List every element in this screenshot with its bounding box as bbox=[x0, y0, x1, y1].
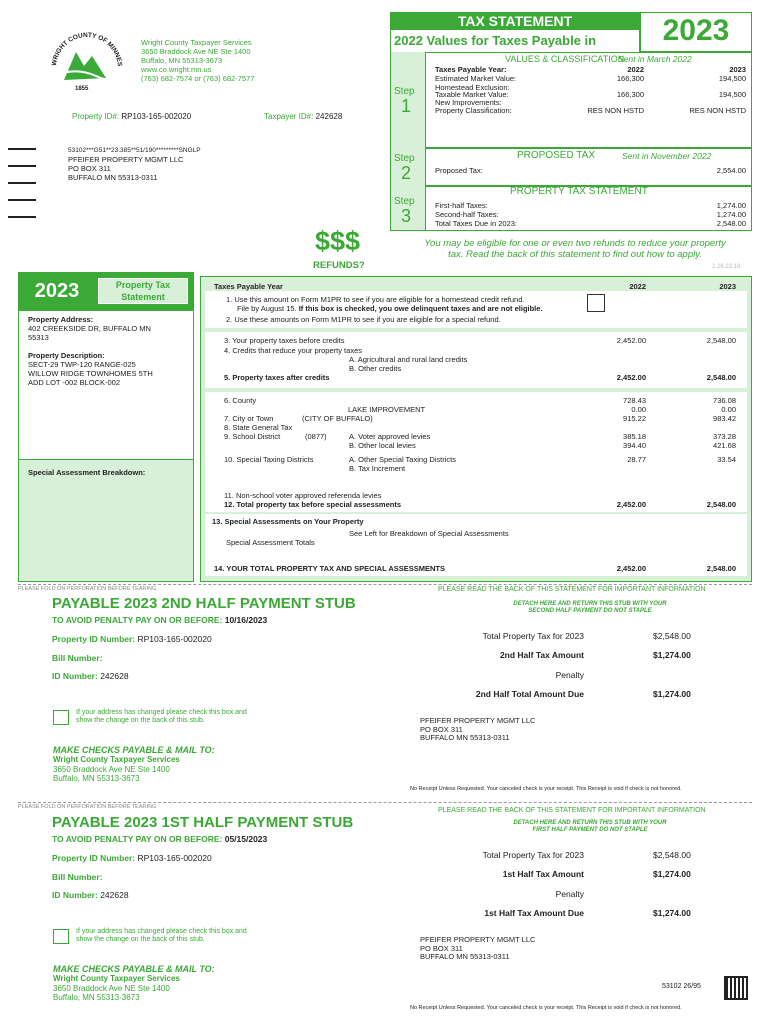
stub-owner-address bbox=[420, 936, 535, 962]
line3-2022: 2,452.00 bbox=[616, 336, 646, 345]
receipt-note: No Receipt Unless Requested. Your canceled check is your receipt. This Receipt is void if check is not honored. bbox=[410, 1005, 682, 1011]
address-change-line2: show the change on the back of this stub. bbox=[76, 936, 205, 943]
lake-improvement-label: LAKE IMPROVEMENT bbox=[348, 405, 426, 414]
taxpayer-id-label: Taxpayer ID#: bbox=[264, 112, 314, 121]
please-read-note: PLEASE READ THE BACK OF THIS STATEMENT FOR IMPORTANT INFORMATION bbox=[438, 807, 706, 814]
line7-label: 7. City or Town bbox=[224, 414, 274, 423]
stub-owner-city: BUFFALO MN 55313-0311 bbox=[420, 733, 510, 742]
refunds-dollars: $$$ bbox=[315, 226, 361, 256]
line14-2023: 2,548.00 bbox=[706, 564, 736, 573]
line10a-label: A. Other Special Taxing Districts bbox=[349, 455, 456, 464]
owner-mailcode: 53102***G51**23.385**51/190*********SNGLP bbox=[68, 147, 201, 154]
perforation-line bbox=[18, 584, 752, 585]
line1-file-by: File by August 15. bbox=[237, 304, 297, 313]
stub-detach2: FIRST HALF PAYMENT DO NOT STAPLE bbox=[532, 827, 648, 833]
line9-label: 9. School District bbox=[224, 432, 281, 441]
mail-mark bbox=[8, 182, 36, 184]
step1-row-2022: 2022 bbox=[627, 65, 644, 74]
stub-detach bbox=[470, 601, 710, 615]
stub-penalty-label: Penalty bbox=[555, 889, 584, 899]
line5-2022: 2,452.00 bbox=[616, 373, 646, 382]
step3-row-label: Total Taxes Due in 2023: bbox=[435, 219, 517, 228]
proposed-tax-value: 2,554.00 bbox=[716, 166, 746, 175]
special-assessment-label: Special Assessment Breakdown: bbox=[28, 468, 146, 477]
line12-2022: 2,452.00 bbox=[616, 500, 646, 509]
line13-see-left: See Left for Breakdown of Special Assessments bbox=[349, 529, 509, 538]
stub-due-amount: $1,274.00 bbox=[653, 908, 691, 918]
perforation-note: PLEASE FOLD ON PERFORATION BEFORE TEARING bbox=[18, 804, 157, 810]
stub-owner-pobox: PO BOX 311 bbox=[420, 724, 463, 734]
stub-owner-name: PFEIFER PROPERTY MGMT LLC bbox=[420, 716, 536, 725]
line13-label: 13. Special Assessments on Your Property bbox=[212, 517, 364, 526]
step1-row-label: Taxable Market Value: bbox=[435, 90, 509, 99]
property-id bbox=[72, 112, 191, 121]
mail-to-address bbox=[53, 755, 180, 784]
stub-property-id bbox=[52, 634, 212, 644]
step1-row-label: New Improvements: bbox=[435, 98, 502, 107]
owner-name: PFEIFER PROPERTY MGMT LLC bbox=[68, 155, 184, 164]
line9-code: (0877) bbox=[305, 432, 327, 441]
mail-mark bbox=[8, 165, 36, 167]
stub-total-amount: $2,548.00 bbox=[653, 850, 691, 860]
stub-property-id bbox=[52, 853, 212, 863]
line11-label: 11. Non-school voter approved referenda levies bbox=[224, 491, 382, 500]
line4-label: 4. Credits that reduce your property taxes bbox=[224, 346, 362, 355]
step3-row-label: First-half Taxes: bbox=[435, 201, 488, 210]
line9a-label: A. Voter approved levies bbox=[349, 432, 431, 441]
line1-text: 1. Use this amount on Form M1PR to see if you are eligible for a homestead credit refund. bbox=[226, 295, 525, 304]
stub-due-label: 1st Half Tax Amount Due bbox=[484, 908, 584, 918]
mail-to-address bbox=[53, 974, 180, 1003]
step1-row-2023: 2023 bbox=[729, 65, 746, 74]
step3-row-value: 2,548.00 bbox=[716, 219, 746, 228]
stub-penalty-label: Penalty bbox=[555, 670, 584, 680]
county-addr1: 3650 Braddock Ave NE Ste 1400 bbox=[141, 47, 251, 56]
stub-due-label: 2nd Half Total Amount Due bbox=[475, 689, 584, 699]
owner-pobox: PO BOX 311 bbox=[68, 164, 111, 173]
line10a-2022: 28.77 bbox=[627, 455, 646, 464]
receipt-note: No Receipt Unless Requested. Your canceled check is your receipt. This Receipt is void if check is not honored. bbox=[410, 786, 682, 792]
mail-mark bbox=[8, 148, 36, 150]
stub-pid-value: RP103-165-002020 bbox=[137, 634, 212, 644]
county-addr2: Buffalo, MN 55313-3673 bbox=[141, 56, 223, 65]
qr-code bbox=[726, 978, 746, 998]
svg-text:WRIGHT COUNTY OF MINNESOTA: WRIGHT COUNTY OF MINNES bbox=[50, 31, 123, 67]
stub-penalty-line bbox=[52, 834, 267, 844]
line6-2023: 736.08 bbox=[713, 396, 736, 405]
stub-total-label: Total Property Tax for 2023 bbox=[482, 850, 584, 860]
stub-half-amount: $1,274.00 bbox=[653, 869, 691, 879]
stub-due-date: 10/16/2023 bbox=[224, 615, 268, 625]
county-phone: (763) 682-7574 or (763) 682-7577 bbox=[141, 74, 255, 83]
stub-owner-name: PFEIFER PROPERTY MGMT LLC bbox=[420, 935, 536, 944]
taxpayer-id bbox=[264, 112, 342, 121]
owner-address bbox=[68, 146, 201, 182]
line9b-label: B. Other local levies bbox=[349, 441, 416, 450]
stub-half-label: 1st Half Tax Amount bbox=[502, 869, 584, 879]
step1-row-label: Homestead Exclusion: bbox=[435, 83, 510, 92]
proposed-tax-label: Proposed Tax: bbox=[435, 166, 483, 175]
stub-pid-label: Property ID Number: bbox=[52, 634, 136, 644]
line10b-label: B. Tax Increment bbox=[349, 464, 406, 473]
stub-detach1: DETACH HERE AND RETURN THIS STUB WITH YOUR bbox=[513, 601, 667, 607]
stub-penalty-line bbox=[52, 615, 267, 625]
stub-title: PAYABLE 2023 1ST HALF PAYMENT STUB bbox=[52, 814, 354, 831]
line6-label: 6. County bbox=[224, 396, 257, 405]
property-description-line1: SECT-29 TWP-120 RANGE-025 bbox=[28, 360, 136, 369]
detail-header-2023: 2023 bbox=[719, 282, 736, 291]
step1-row-2023: RES NON HSTD bbox=[689, 106, 746, 115]
special-assessment-totals: Special Assessment Totals bbox=[226, 538, 315, 547]
stub-id-number bbox=[52, 890, 129, 900]
perforation-note: PLEASE FOLD ON PERFORATION BEFORE TEARING bbox=[18, 586, 157, 592]
taxpayer-id-value: 242628 bbox=[315, 112, 343, 121]
line4b-label: B. Other credits bbox=[349, 364, 402, 373]
stub-half-label: 2nd Half Tax Amount bbox=[499, 650, 584, 660]
line7-2023: 983.42 bbox=[713, 414, 736, 423]
property-description bbox=[28, 351, 153, 387]
line7-city: (CITY OF BUFFALO) bbox=[302, 414, 373, 423]
property-id-value: RP103-165-002020 bbox=[121, 112, 192, 121]
line2-text: 2. Use these amounts on Form M1PR to see if you are eligible for a special refund. bbox=[226, 315, 501, 324]
step2-title: PROPOSED TAX bbox=[517, 150, 595, 161]
line6-2022: 728.43 bbox=[623, 396, 646, 405]
left-title2: Statement bbox=[121, 292, 165, 302]
refunds-text-line2: tax. Read the back of this statement to find out how to apply. bbox=[448, 249, 702, 260]
step1-number: 1 bbox=[401, 96, 412, 116]
stub-detach2: SECOND HALF PAYMENT DO NOT STAPLE bbox=[528, 608, 652, 614]
stub-id-label: ID Number: bbox=[52, 890, 98, 900]
property-id-label: Property ID#: bbox=[72, 112, 120, 121]
mail-mark bbox=[8, 216, 36, 218]
stub-id-number bbox=[52, 671, 129, 681]
logo-year: 1855 bbox=[75, 86, 89, 92]
step3-row-label: Second-half Taxes: bbox=[435, 210, 499, 219]
property-description-label: Property Description: bbox=[28, 351, 105, 360]
stub-id-label: ID Number: bbox=[52, 671, 98, 681]
lake-improvement-2023: 0.00 bbox=[721, 405, 736, 414]
stub-owner-city: BUFFALO MN 55313-0311 bbox=[420, 952, 510, 961]
stub-penalty-label: TO AVOID PENALTY PAY ON OR BEFORE: bbox=[52, 834, 223, 844]
refunds-label: REFUNDS? bbox=[313, 260, 365, 271]
line12-2023: 2,548.00 bbox=[706, 500, 736, 509]
stub-code: 53102 26/95 bbox=[662, 983, 701, 990]
county-address-block bbox=[141, 38, 254, 83]
mail-to-title: MAKE CHECKS PAYABLE & MAIL TO: bbox=[53, 745, 215, 755]
mail-to-city: Buffalo, MN 55313-3673 bbox=[53, 993, 140, 1002]
stub-pid-label: Property ID Number: bbox=[52, 853, 136, 863]
step1-label: Step bbox=[394, 86, 415, 97]
line10-label: 10. Special Taxing Districts bbox=[224, 455, 314, 464]
property-address-label: Property Address: bbox=[28, 315, 94, 324]
mail-to-name: Wright County Taxpayer Services bbox=[53, 974, 180, 983]
step2-sent: Sent in November 2022 bbox=[622, 151, 712, 161]
line14-2022: 2,452.00 bbox=[616, 564, 646, 573]
line3-2023: 2,548.00 bbox=[706, 336, 736, 345]
stub-title: PAYABLE 2023 2ND HALF PAYMENT STUB bbox=[52, 595, 356, 612]
left-year: 2023 bbox=[22, 276, 92, 306]
line3-label: 3. Your property taxes before credits bbox=[224, 336, 345, 345]
mail-to-name: Wright County Taxpayer Services bbox=[53, 755, 180, 764]
stub-total-amount: $2,548.00 bbox=[653, 631, 691, 641]
stub-due-amount: $1,274.00 bbox=[653, 689, 691, 699]
please-read-note: PLEASE READ THE BACK OF THIS STATEMENT FOR IMPORTANT INFORMATION bbox=[438, 586, 706, 593]
stub-id-value: 242628 bbox=[100, 671, 129, 681]
step1-row-2022: 166,300 bbox=[616, 90, 644, 99]
line9a-2022: 385.18 bbox=[623, 432, 646, 441]
line5-2023: 2,548.00 bbox=[706, 373, 736, 382]
step2-label: Step bbox=[394, 153, 415, 164]
address-change-checkbox[interactable] bbox=[53, 929, 69, 944]
step3-title: PROPERTY TAX STATEMENT bbox=[510, 186, 648, 197]
step1-row-2022: RES NON HSTD bbox=[587, 106, 644, 115]
mail-mark bbox=[8, 199, 36, 201]
stub-half-amount: $1,274.00 bbox=[653, 650, 691, 660]
line7-2022: 915.22 bbox=[623, 414, 646, 423]
step1-row-2022: 166,300 bbox=[616, 74, 644, 83]
address-change-line2: show the change on the back of this stub. bbox=[76, 717, 205, 724]
values-line-text: 2022 Values for Taxes Payable in bbox=[394, 33, 597, 48]
line10a-2023: 33.54 bbox=[717, 455, 736, 464]
step3-row-value: 1,274.00 bbox=[716, 210, 746, 219]
line9a-2023: 373.28 bbox=[713, 432, 736, 441]
line14-label: 14. YOUR TOTAL PROPERTY TAX AND SPECIAL ASSESSMENTS bbox=[214, 564, 446, 573]
mail-to-street: 3650 Braddock Ave NE Ste 1400 bbox=[53, 983, 170, 993]
line1-delinquent: If this box is checked, you owe delinquent taxes and are not eligible. bbox=[298, 304, 543, 313]
address-change-line1: If your address has changed please check this box and bbox=[76, 709, 247, 716]
property-description-line2: WILLOW RIDGE TOWNHOMES 5TH bbox=[28, 369, 153, 378]
perforation-line bbox=[18, 802, 752, 803]
stub-due-date: 05/15/2023 bbox=[224, 834, 268, 844]
line4a-label: A. Agricultural and rural land credits bbox=[349, 355, 468, 364]
line9b-2022: 394.40 bbox=[623, 441, 646, 450]
stub-detach1: DETACH HERE AND RETURN THIS STUB WITH YOUR bbox=[513, 820, 667, 826]
county-seal-logo bbox=[48, 30, 126, 96]
stub-penalty-label: TO AVOID PENALTY PAY ON OR BEFORE: bbox=[52, 615, 223, 625]
line9b-2023: 421.68 bbox=[713, 441, 736, 450]
step1-row-label: Taxes Payable Year: bbox=[435, 65, 507, 74]
owner-city: BUFFALO MN 55313-0311 bbox=[68, 173, 158, 182]
step1-row-label: Property Classification: bbox=[435, 106, 512, 115]
step3-number: 3 bbox=[401, 206, 412, 226]
step1-row-label: Estimated Market Value: bbox=[435, 74, 517, 83]
stub-pid-value: RP103-165-002020 bbox=[137, 853, 212, 863]
stub-id-value: 242628 bbox=[100, 890, 129, 900]
address-change-line1: If your address has changed please check this box and bbox=[76, 928, 247, 935]
step1-row-2023: 194,500 bbox=[718, 90, 746, 99]
stub-bill-label: Bill Number: bbox=[52, 872, 103, 882]
address-change-text bbox=[76, 709, 247, 725]
lake-improvement-2022: 0.00 bbox=[631, 405, 646, 414]
address-change-checkbox[interactable] bbox=[53, 710, 69, 725]
mail-to-title: MAKE CHECKS PAYABLE & MAIL TO: bbox=[53, 964, 215, 974]
property-address-line1: 402 CREEKSIDE DR, BUFFALO MN bbox=[28, 324, 151, 333]
delinquent-checkbox bbox=[587, 294, 605, 312]
line5-label: 5. Property taxes after credits bbox=[224, 373, 330, 382]
property-description-line3: ADD LOT -002 BLOCK-002 bbox=[28, 378, 120, 387]
mail-to-street: 3650 Braddock Ave NE Ste 1400 bbox=[53, 764, 170, 774]
refunds-text bbox=[392, 238, 758, 260]
property-address-line2: 55313 bbox=[28, 333, 49, 342]
county-name: Wright County Taxpayer Services bbox=[141, 38, 252, 47]
stub-detach bbox=[470, 820, 710, 834]
left-title bbox=[98, 278, 188, 304]
county-web: www.co.wright.mn.us bbox=[141, 65, 212, 74]
step1-title: VALUES & CLASSIFICATION bbox=[505, 54, 625, 64]
detail-header-label: Taxes Payable Year bbox=[214, 282, 283, 291]
step3-label: Step bbox=[394, 196, 415, 207]
step1-row-2023: 194,500 bbox=[718, 74, 746, 83]
property-address bbox=[28, 315, 151, 342]
stub-total-label: Total Property Tax for 2023 bbox=[482, 631, 584, 641]
detail-header-2022: 2022 bbox=[629, 282, 646, 291]
refunds-code: 2.26.23.18 bbox=[712, 264, 741, 270]
left-title1: Property Tax bbox=[115, 280, 171, 290]
stub-owner-address bbox=[420, 717, 535, 743]
step3-row-value: 1,274.00 bbox=[716, 201, 746, 210]
line12-label: 12. Total property tax before special assessments bbox=[224, 500, 402, 509]
step1-sent: Sent in March 2022 bbox=[618, 54, 692, 64]
statement-year: 2023 bbox=[662, 14, 730, 47]
step2-number: 2 bbox=[401, 163, 412, 183]
stub-bill-label: Bill Number: bbox=[52, 653, 103, 663]
address-change-text bbox=[76, 928, 247, 944]
values-line bbox=[394, 33, 596, 48]
mail-to-city: Buffalo, MN 55313-3673 bbox=[53, 774, 140, 783]
stub-owner-pobox: PO BOX 311 bbox=[420, 943, 463, 953]
tax-statement-title: TAX STATEMENT bbox=[390, 12, 640, 30]
line8-label: 8. State General Tax bbox=[224, 423, 293, 432]
refunds-text-line1: You may be eligible for one or even two refunds to reduce your property bbox=[424, 238, 726, 249]
